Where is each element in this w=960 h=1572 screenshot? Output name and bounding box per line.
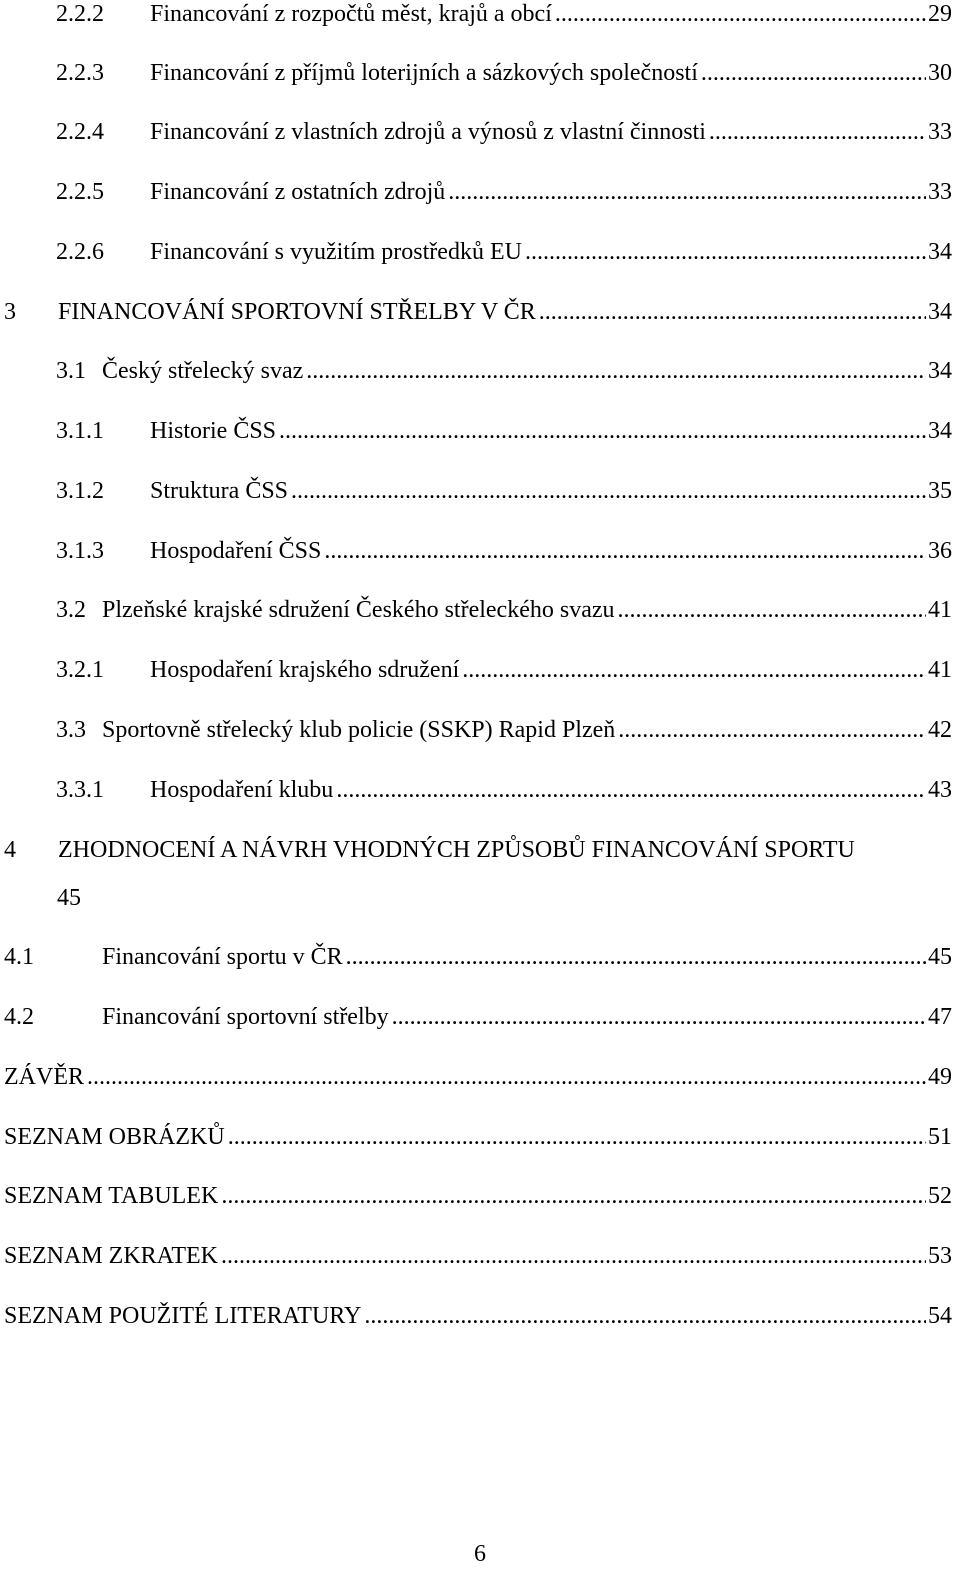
toc-entry-page: 49 bbox=[928, 1064, 952, 1090]
toc-entry-title: Plzeňské krajské sdružení Českého střeleckého svazu bbox=[102, 597, 615, 623]
toc-leader-dots bbox=[555, 0, 926, 32]
toc-entry-page: 33 bbox=[928, 119, 952, 145]
toc-leader-dots bbox=[364, 1298, 926, 1334]
toc-leader-dots bbox=[618, 712, 926, 748]
toc-entry-page: 34 bbox=[928, 358, 952, 384]
toc-entry-title: SEZNAM TABULEK bbox=[4, 1183, 219, 1209]
toc-entry-3[interactable] bbox=[0, 294, 952, 330]
toc-entry-title: Hospodaření ČSS bbox=[150, 538, 322, 564]
toc-entry-title: Český střelecký svaz bbox=[102, 358, 304, 384]
toc-entry-seznam-obrazku[interactable] bbox=[0, 1119, 952, 1155]
toc-entry-page: 30 bbox=[928, 60, 952, 86]
toc-entry-3-1-1[interactable] bbox=[0, 413, 952, 449]
toc-leader-dots bbox=[709, 114, 926, 150]
toc-entry-number: 3.1.2 bbox=[56, 478, 104, 504]
toc-entry-title: Financování sportu v ČR bbox=[102, 944, 343, 970]
toc-entry-seznam-zkratek[interactable] bbox=[0, 1238, 952, 1274]
toc-entry-page: 34 bbox=[928, 418, 952, 444]
toc-entry-4-1[interactable] bbox=[0, 939, 952, 975]
toc-entry-title: Financování z rozpočtů měst, krajů a obcí bbox=[150, 1, 552, 27]
toc-leader-dots bbox=[87, 1059, 926, 1095]
toc-entry-title: Financování s využitím prostředků EU bbox=[150, 239, 522, 265]
page-number: 6 bbox=[474, 1541, 486, 1567]
toc-leader-dots bbox=[221, 1238, 926, 1274]
toc-entry-title: Financování z ostatních zdrojů bbox=[150, 179, 446, 205]
toc-entry-title: SEZNAM POUŽITÉ LITERATURY bbox=[4, 1303, 362, 1329]
toc-entry-number: 3.1.3 bbox=[56, 538, 104, 564]
toc-entry-number: 3.2.1 bbox=[56, 657, 104, 683]
toc-entry-number: 3.2 bbox=[56, 597, 86, 623]
toc-entry-2-2-2[interactable] bbox=[0, 0, 952, 32]
toc-entry-title: Financování z příjmů loterijních a sázkových společností bbox=[150, 60, 698, 86]
toc-entry-page: 41 bbox=[928, 657, 952, 683]
toc-leader-dots bbox=[306, 353, 926, 389]
toc-leader-dots bbox=[392, 999, 926, 1035]
toc-entry-page: 52 bbox=[928, 1183, 952, 1209]
toc-entry-2-2-4[interactable] bbox=[0, 114, 952, 150]
toc-entry-title: SEZNAM OBRÁZKŮ bbox=[4, 1124, 225, 1150]
toc-entry-title: Sportovně střelecký klub policie (SSKP) Rapid Plzeň bbox=[102, 717, 616, 743]
toc-entry-page: 45 bbox=[928, 944, 952, 970]
toc-entry-2-2-3[interactable] bbox=[0, 55, 952, 91]
toc-entry-page: 33 bbox=[928, 179, 952, 205]
toc-entry-title: Struktura ČSS bbox=[150, 478, 289, 504]
toc-leader-dots bbox=[525, 234, 926, 270]
toc-entry-number: 3.3 bbox=[56, 717, 86, 743]
toc-entry-page: 45 bbox=[57, 885, 81, 911]
toc-entry-title: Financování z vlastních zdrojů a výnosů z vlastní činnosti bbox=[150, 119, 706, 145]
toc-entry-3-1-2[interactable] bbox=[0, 473, 952, 509]
toc-leader-dots bbox=[228, 1119, 926, 1155]
toc-entry-title: SEZNAM ZKRATEK bbox=[4, 1243, 218, 1269]
toc-entry-number: 3.1 bbox=[56, 358, 86, 384]
toc-leader-dots bbox=[618, 592, 927, 628]
toc-entry-2-2-5[interactable] bbox=[0, 174, 952, 210]
toc-entry-3-2[interactable] bbox=[0, 592, 952, 628]
toc-entry-3-3[interactable] bbox=[0, 712, 952, 748]
toc-leader-dots bbox=[324, 533, 926, 569]
toc-entry-number: 3.3.1 bbox=[56, 777, 104, 803]
toc-entry-4[interactable] bbox=[0, 832, 952, 868]
toc-entry-page: 42 bbox=[928, 717, 952, 743]
toc-entry-page: 36 bbox=[928, 538, 952, 564]
toc-entry-title: Hospodaření krajského sdružení bbox=[150, 657, 460, 683]
toc-leader-dots bbox=[448, 174, 926, 210]
toc-entry-zaver[interactable] bbox=[0, 1059, 952, 1095]
toc-entry-number: 4.1 bbox=[4, 944, 34, 970]
toc-entry-page: 41 bbox=[928, 597, 952, 623]
toc-entry-number: 2.2.6 bbox=[56, 239, 104, 265]
toc-entry-number: 3 bbox=[4, 299, 16, 325]
toc-leader-dots bbox=[462, 652, 926, 688]
toc-entry-page: 34 bbox=[928, 239, 952, 265]
toc-entry-page: 43 bbox=[928, 777, 952, 803]
toc-entry-number: 2.2.2 bbox=[56, 1, 104, 27]
toc-entry-number: 3.1.1 bbox=[56, 418, 104, 444]
toc-entry-number: 4 bbox=[4, 837, 16, 863]
toc-entry-page: 54 bbox=[928, 1303, 952, 1329]
toc-leader-dots bbox=[291, 473, 926, 509]
toc-entry-title: Historie ČSS bbox=[150, 418, 277, 444]
toc-entry-3-1-3[interactable] bbox=[0, 533, 952, 569]
toc-entry-page: 47 bbox=[928, 1004, 952, 1030]
toc-entry-number: 2.2.5 bbox=[56, 179, 104, 205]
toc-entry-title: ZÁVĚR bbox=[4, 1064, 84, 1090]
toc-leader-dots bbox=[336, 772, 926, 808]
toc-entry-4-2[interactable] bbox=[0, 999, 952, 1035]
toc-entry-3-2-1[interactable] bbox=[0, 652, 952, 688]
toc-entry-title: Financování sportovní střelby bbox=[102, 1004, 389, 1030]
toc-entry-title: Hospodaření klubu bbox=[150, 777, 334, 803]
toc-entry-number: 2.2.3 bbox=[56, 60, 104, 86]
toc-leader-dots bbox=[539, 294, 926, 330]
toc-leader-dots bbox=[346, 939, 926, 975]
toc-entry-seznam-literatury[interactable] bbox=[0, 1298, 952, 1334]
toc-entry-page: 35 bbox=[928, 478, 952, 504]
toc-entry-number: 2.2.4 bbox=[56, 119, 104, 145]
toc-leader-dots bbox=[701, 55, 926, 91]
toc-entry-page: 53 bbox=[928, 1243, 952, 1269]
toc-entry-seznam-tabulek[interactable] bbox=[0, 1178, 952, 1214]
toc-entry-3-1[interactable] bbox=[0, 353, 952, 389]
toc-entry-number: 4.2 bbox=[4, 1004, 34, 1030]
toc-entry-page: 51 bbox=[928, 1124, 952, 1150]
toc-entry-3-3-1[interactable] bbox=[0, 772, 952, 808]
toc-entry-title: FINANCOVÁNÍ SPORTOVNÍ STŘELBY V ČR bbox=[58, 299, 536, 325]
toc-entry-title: ZHODNOCENÍ A NÁVRH VHODNÝCH ZPŮSOBŮ FINANCOVÁNÍ SPORTU bbox=[58, 837, 855, 863]
toc-leader-dots bbox=[221, 1178, 926, 1214]
toc-leader-dots bbox=[279, 413, 926, 449]
toc-entry-page: 29 bbox=[928, 1, 952, 27]
toc-entry-2-2-6[interactable] bbox=[0, 234, 952, 270]
toc-entry-page: 34 bbox=[928, 299, 952, 325]
